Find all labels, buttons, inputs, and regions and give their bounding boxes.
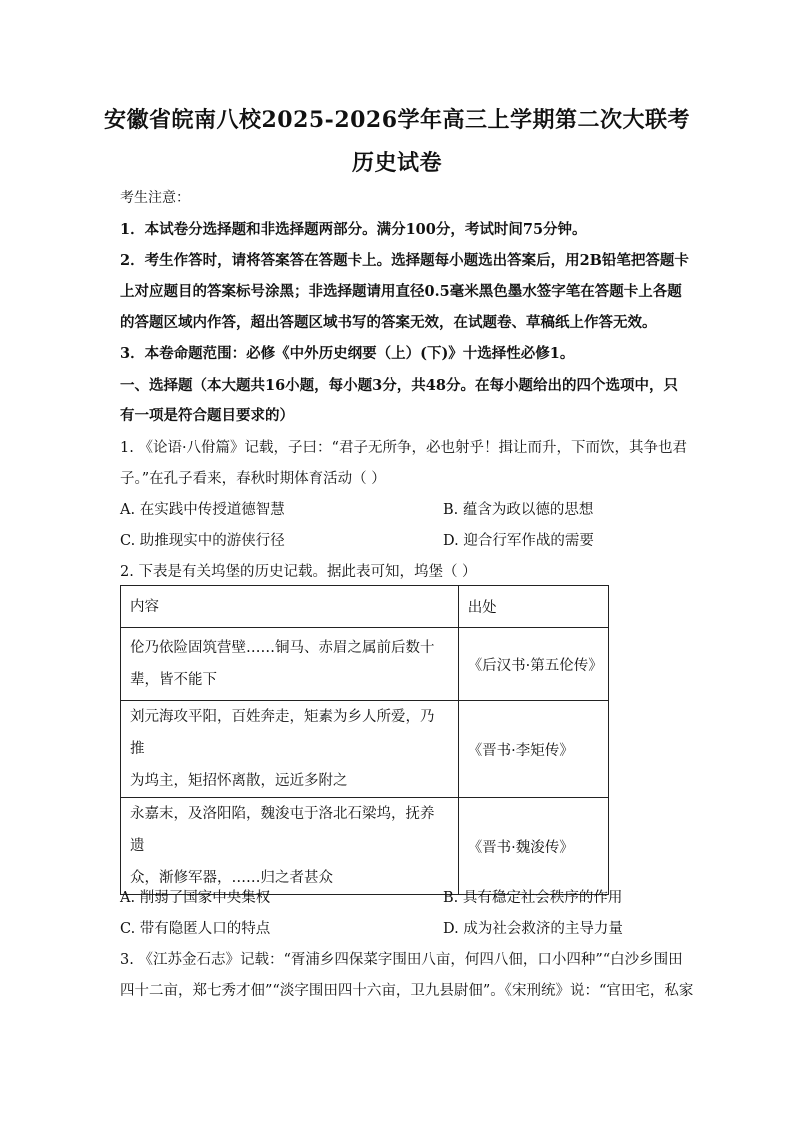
table-cell-source: 《晋书·李矩传》 (458, 701, 608, 798)
notice-item-2: 2．考生作答时，请将答案答在答题卡上。选择题每小题选出答案后，用2B铅笔把答题卡 (120, 252, 689, 269)
notice-heading: 考生注意： (120, 190, 190, 206)
cell-line: 永嘉末，及洛阳陷，魏浚屯于洛北石梁坞，抚养遗 (130, 806, 435, 854)
table-cell-source: 《后汉书·第五伦传》 (458, 628, 608, 701)
cell-line: 为坞主，矩招怀离散，远近多附之 (130, 773, 348, 789)
q1-option-a: A. 在实践中传授道德智慧 (120, 502, 285, 518)
q3-stem: 3. 《江苏金石志》记载：“胥浦乡四保菜字围田八亩，何四八佃，口小四种”“白沙乡围田 (120, 952, 683, 968)
exam-subtitle: 历史试卷 (351, 150, 442, 176)
table-header-source: 出处 (458, 586, 608, 628)
section-heading-cont: 有一项是符合题目要求的） (120, 407, 294, 424)
table-cell-content (121, 628, 459, 701)
cell-line: 众，渐修军器，……归之者甚众 (130, 870, 333, 886)
notice-item-2-cont2: 的答题区域内作答，超出答题区域书写的答案无效，在试题卷、草稿纸上作答无效。 (120, 314, 657, 331)
notice-item-2-cont: 上对应题目的答案标号涂黑；非选择题请用直径0.5毫米黑色墨水签字笔在答题卡上各题 (120, 283, 682, 300)
section-heading: 一、选择题（本大题共16小题，每小题3分，共48分。在每小题给出的四个选项中，只 (120, 377, 678, 394)
q1-option-d: D. 迎合行军作战的需要 (443, 533, 594, 549)
q1-option-b: B. 蕴含为政以德的思想 (443, 502, 594, 518)
table-header-content: 内容 (121, 586, 459, 628)
table-cell-content (121, 798, 459, 895)
q1-stem-cont: 子。”在孔子看来，春秋时期体育活动（ ） (120, 471, 386, 487)
cell-line: 刘元海攻平阳，百姓奔走，矩素为乡人所爱，乃推 (130, 709, 435, 757)
table-cell-content (121, 701, 459, 798)
notice-item-3: 3．本卷命题范围：必修《中外历史纲要（上）(下)》十选择性必修1。 (120, 345, 575, 362)
exam-title: 安徽省皖南八校2025-2026学年高三上学期第二次大联考 (103, 107, 691, 133)
q3-stem-cont: 四十二亩，郑七秀才佃”“淡字围田四十六亩，卫九县尉佃”。《宋刑统》说：“官田宅，私家 (120, 983, 694, 999)
q2-option-a: A. 削弱了国家中央集权 (120, 890, 271, 906)
source-table (120, 585, 609, 895)
q2-option-b: B. 具有稳定社会秩序的作用 (443, 890, 623, 906)
q1-option-c: C. 助推现实中的游侠行径 (120, 533, 285, 549)
q1-stem: 1. 《论语·八佾篇》记载，子曰：“君子无所争，必也射乎！揖让而升，下而饮，其争也君 (120, 440, 687, 456)
notice-item-1: 1．本试卷分选择题和非选择题两部分。满分100分，考试时间75分钟。 (120, 221, 587, 238)
cell-line: 辈，皆不能下 (130, 672, 217, 688)
cell-line: 伦乃依险固筑营壁……铜马、赤眉之属前后数十 (130, 640, 435, 656)
table-header-row (121, 586, 609, 628)
q2-option-d: D. 成为社会救济的主导力量 (443, 921, 623, 937)
q2-option-c: C. 带有隐匿人口的特点 (120, 921, 271, 937)
table-row (121, 628, 609, 701)
table-row (121, 701, 609, 798)
table-cell-source: 《晋书·魏浚传》 (458, 798, 608, 895)
table-row (121, 798, 609, 895)
q2-stem: 2. 下表是有关坞堡的历史记载。据此表可知，坞堡（ ） (120, 564, 477, 580)
